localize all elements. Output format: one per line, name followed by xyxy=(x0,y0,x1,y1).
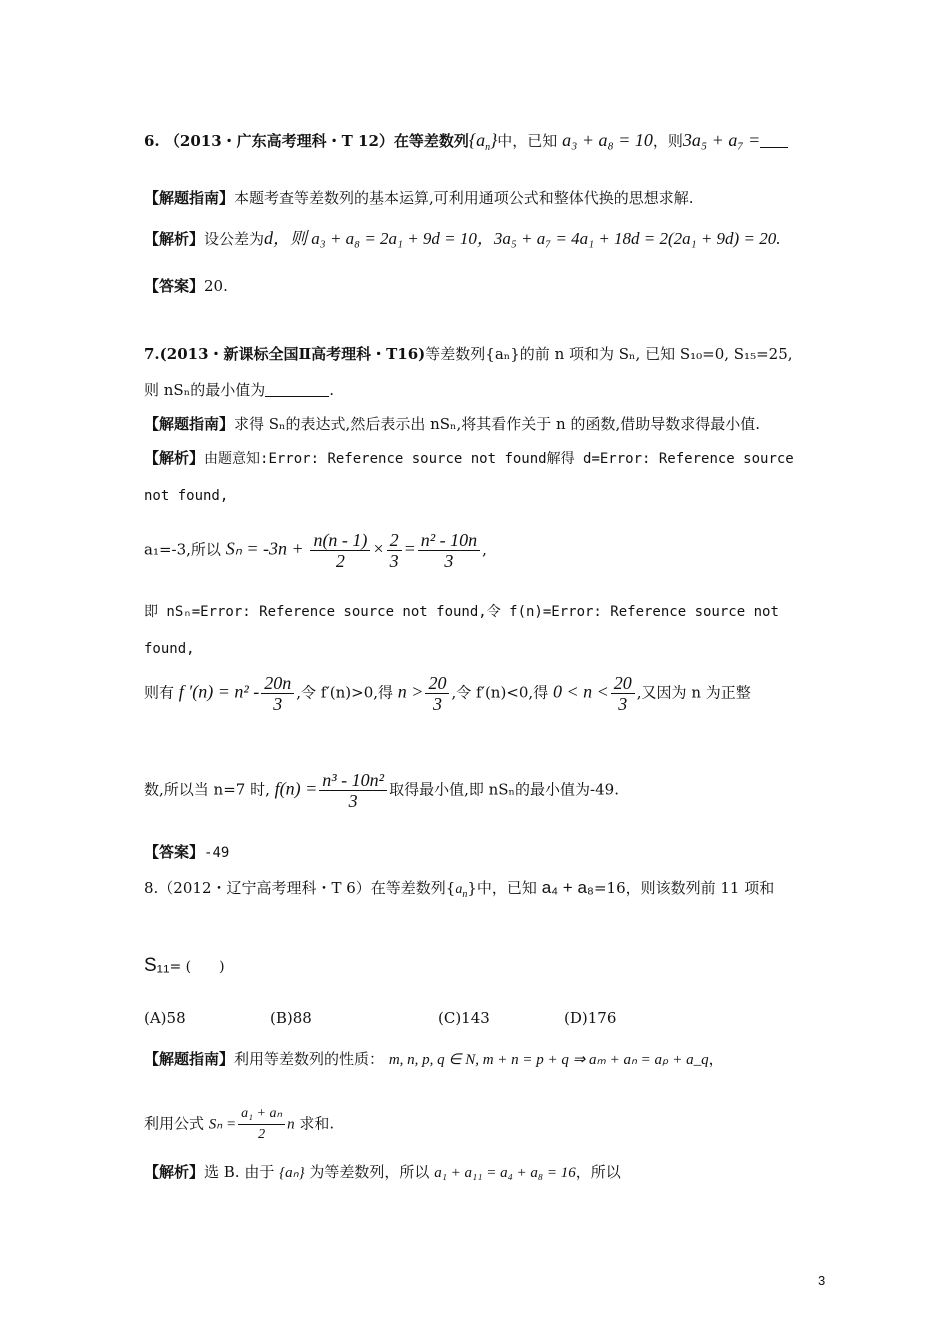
q8-sn-formula: Sₙ = xyxy=(208,1116,237,1133)
q7-derivative: f ′(n) = n² - xyxy=(178,681,260,702)
q8-option-b: (B)88 xyxy=(270,1009,312,1027)
q8-label: 8.（2012・辽宁高考理科・T 6）在等差数列{ xyxy=(144,879,456,897)
q7-answer-tag: 【答案】 xyxy=(144,843,205,861)
q7-solution-line4: 则有 f ′(n) = n² - $\frac{20n}{3}$ ,令 f′(n)>0,得 n > $\frac{20}{3}$ ,令 f′(n)<0,得 0 < n < $\frac{20}{3}$ ,又因为 n 为正整 xyxy=(144,673,751,714)
q8-option-c: (C)143 xyxy=(438,1009,490,1027)
q7-guide-tag: 【解题指南】 xyxy=(144,415,235,433)
q7-fraction-5: $\frac{20}{3}$ xyxy=(425,673,449,714)
q7-answer-blank xyxy=(265,382,329,397)
q6-question xyxy=(144,130,788,158)
q7-fraction-7: $\frac{\text{n³ - 10n²}}{3}$ xyxy=(319,770,387,811)
q6-condition: a₃ + a₈ = 10 xyxy=(562,130,653,150)
q8-sequence: $a_n$ xyxy=(455,882,468,900)
q7-answer xyxy=(144,842,229,863)
q7-stem2: 则 nSₙ的最小值为 xyxy=(144,381,266,399)
q8-option-a: (A)58 xyxy=(144,1009,186,1027)
q7-solution-line1b: not found, xyxy=(144,488,229,504)
q7-solution-line3 xyxy=(144,601,779,622)
q8-property: m, n, p, q ∈ N, m + n = p + q ⇒ aₘ + aₙ = aₚ + a_q xyxy=(388,1052,709,1068)
q8-guide-tag: 【解题指南】 xyxy=(144,1050,235,1068)
q6-solution-d: d xyxy=(264,228,274,248)
q7-solution-text3: 即 nSₙ=Error: Reference source not found,令 f(n)=Error: Reference source not xyxy=(144,604,779,620)
q6-solution-text: 设公差为 xyxy=(204,230,265,248)
q8-question: 8.（2012・辽宁高考理科・T 6）在等差数列$\{a_n\}$中，已知 a₄ + a₈=16，则该数列前 11 项和 xyxy=(144,878,775,900)
q7-label: 7.(2013・新课标全国Ⅱ高考理科・T16) xyxy=(144,345,426,363)
q8-s11-symbol: S₁₁ xyxy=(144,955,170,976)
q6-answer-value: 20. xyxy=(204,277,228,295)
q7-fraction-2: $\frac{2}{3}$ xyxy=(387,530,402,571)
q8-solution-equation: a₁ + a₁₁ = a₄ + a₈ = 16 xyxy=(434,1165,576,1181)
q7-solution-line5: 数,所以当 n=7 时, f(n) = $\frac{\text{n³ - 10n²}}{3}$ 取得最小值,即 nSₙ的最小值为-49. xyxy=(144,770,619,811)
q7-fraction-6: $\frac{20}{3}$ xyxy=(611,673,635,714)
q6-solution-equation: ，则 a₃ + a₈ = 2a₁ + 9d = 10，3a₅ + a₇ = 4a₁ + 18d = 2(2a₁ + 9d) = 20. xyxy=(273,229,781,248)
q8-condition: a₄ + a₈ xyxy=(541,878,594,897)
q6-answer-blank xyxy=(760,133,788,148)
q7-question xyxy=(144,344,793,364)
q7-fraction-3: $\frac{\text{n² - 10n}}{3}$ xyxy=(418,530,480,571)
q6-answer xyxy=(144,276,228,296)
page-number: 3 xyxy=(818,1273,826,1288)
q7-question-line2: 则 nSₙ的最小值为 . xyxy=(144,381,334,399)
q7-guide-text: 求得 Sₙ的表达式,然后表示出 nSₙ,将其看作关于 n 的函数,借助导数求得最小值. xyxy=(234,415,761,433)
q7-solution-text1: 由题意知:Error: Reference source not found解得 d=Error: Reference source xyxy=(204,451,794,467)
q6-mid: 中，已知 xyxy=(497,132,558,150)
q7-fn-expr: f(n) = xyxy=(274,778,318,799)
q6-solution xyxy=(144,228,780,249)
q7-stem: 等差数列{aₙ}的前 n 项和为 Sₙ, 已知 S₁₀=0, S₁₅=25, xyxy=(425,345,793,363)
q6-guide-tag: 【解题指南】 xyxy=(144,189,235,207)
q6-answer-tag: 【答案】 xyxy=(144,277,205,295)
q8-option-d: (D)176 xyxy=(564,1009,617,1027)
q7-fraction-1: $\frac{n(n - 1)}{2}$ xyxy=(310,530,370,571)
q7-solution-line1 xyxy=(144,448,794,469)
q6-sequence: $\{a_n\}$ xyxy=(468,130,498,153)
q7-guide xyxy=(144,414,760,434)
q8-solution: 【解析】选 B. 由于 {aₙ} 为等差数列，所以 a₁ + a₁₁ = a₄ + a₈ = 16，所以 xyxy=(144,1163,621,1181)
q6-solution-tag: 【解析】 xyxy=(144,230,205,248)
q8-s11: S₁₁= ( ) xyxy=(144,955,225,976)
q6-ask: ，则 xyxy=(652,132,683,150)
q8-solution-tag: 【解析】 xyxy=(144,1163,205,1181)
q6-label: 6. （2013・广东高考理科・T 12）在等差数列 xyxy=(144,132,469,150)
q8-guide: 【解题指南】利用等差数列的性质： m, n, p, q ∈ N, m + n = p + q ⇒ aₘ + aₙ = aₚ + a_q， xyxy=(144,1050,724,1068)
q6-guide xyxy=(144,188,694,208)
q7-solution-tag: 【解析】 xyxy=(144,449,205,467)
q7-answer-value: -49 xyxy=(204,845,230,861)
q6-target: 3a₅ + a₇ = xyxy=(682,130,761,150)
q7-a1-text: a₁=-3,所以 xyxy=(144,540,221,559)
q7-fraction-4: $\frac{20n}{3}$ xyxy=(261,673,294,714)
q7-sn-expr: Sₙ = -3n + xyxy=(225,538,304,559)
q8-guide-text: 利用等差数列的性质： xyxy=(234,1050,385,1068)
q8-fraction: $\frac{\text{a₁ + aₙ}}{2}$ xyxy=(238,1104,285,1145)
q6-guide-text: 本题考查等差数列的基本运算,可利用通项公式和整体代换的思想求解. xyxy=(234,189,694,207)
q8-guide-line2: 利用公式 Sₙ = $\frac{\text{a₁ + aₙ}}{2}$ n 求和. xyxy=(144,1104,334,1145)
q7-solution-line2: a₁=-3,所以 Sₙ = -3n + $\frac{n(n - 1)}{2}$ × $\frac{2}{3}$ = $\frac{\text{n² - 10n}}{3}$ , xyxy=(144,530,487,571)
q7-solution-line3b: found, xyxy=(144,641,195,657)
q8-solution-sequence: {aₙ} xyxy=(279,1165,305,1181)
